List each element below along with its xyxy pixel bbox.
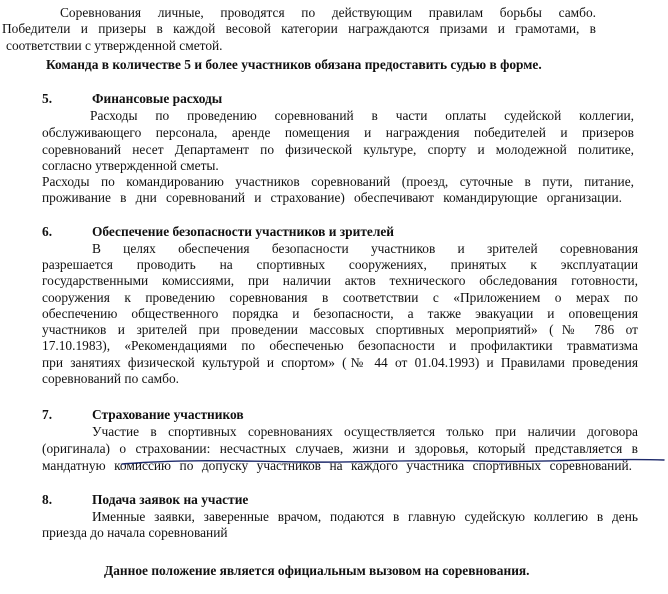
section-5-line-4: согласно утвержденной сметы.: [42, 158, 219, 173]
intro-line-3: соответствии с утвержденной сметой.: [6, 38, 223, 53]
section-5-line-5: Расходы по командированию участников соревнований (проезд, суточные в пути, питание,: [42, 174, 634, 189]
section-7-line-1: Участие в спортивных соревнованиях осуществляется только при наличии договора: [92, 424, 638, 439]
section-5-number: 5.: [42, 91, 53, 106]
section-6-line-6: участников и зрителей при проведении массовых спортивных мероприятий» (№ 786 от: [42, 322, 638, 337]
section-5-title: Финансовые расходы: [92, 91, 223, 106]
closing-statement: Данное положение является официальным вызовом на соревнования.: [104, 563, 530, 578]
section-7-line-3: мандатную комиссию по допуску участников на каждого участника спортивных соревнований.: [42, 458, 632, 473]
section-7-number: 7.: [42, 407, 53, 422]
section-5-line-1: Расходы по проведению соревнований в части оплаты судейской коллегии,: [90, 108, 634, 123]
section-7-title: Страхование участников: [92, 407, 244, 422]
intro-line-2: Победители и призеры в каждой весовой категории награждаются призами и грамотами, в: [2, 21, 596, 36]
section-6-line-5: обеспечению общественного порядка и безопасности, а также эвакуации и оповещения: [42, 306, 638, 321]
section-5-line-6: проживание в дни соревнований и страхование) обеспечивают командирующие организации.: [42, 190, 622, 205]
section-6-title: Обеспечение безопасности участников и зрителей: [92, 224, 395, 239]
section-6-line-7: 17.10.1983), «Рекомендациями по обеспеченью безопасности и профилактики травматизма: [42, 338, 638, 353]
section-8-number: 8.: [42, 492, 53, 507]
section-6-line-9: соревнований по самбо.: [42, 371, 179, 386]
section-8-line-2: приезда до начала соревнований: [42, 525, 228, 540]
intro-line-1: Соревнования личные, проводятся по действующим правилам борьбы самбо.: [60, 5, 596, 20]
section-5-line-3: соревнований несет Департамент по физической культуре, спорту и молодежной политике,: [42, 142, 634, 157]
section-8-title: Подача заявок на участие: [92, 492, 249, 507]
section-5-line-2: обслуживающего персонала, аренде помещения и награждения победителей и призеров: [42, 125, 634, 140]
section-8-line-1: Именные заявки, заверенные врачом, подаются в главную судейскую коллегию в день: [92, 509, 638, 524]
section-6-line-2: разрешается проводить на спортивных сооружениях, принятых к эксплуатации: [42, 257, 638, 272]
section-7-line-2: (оригинала) о страховании: несчастных случаев, жизни и здоровья, который представляется в: [42, 441, 638, 456]
section-6-line-8: при занятиях физической культурой и спортом» (№ 44 от 01.04.1993) и Правилами проведения: [42, 355, 638, 370]
section-6-line-4: сооружения к проведению соревнования в соответствии с «Приложением о мерах по: [42, 290, 638, 305]
section-6-number: 6.: [42, 224, 53, 239]
section-6-line-3: государственными комиссиями, при наличии актов технического обследования готовности,: [42, 273, 638, 288]
intro-team-judge-note: Команда в количестве 5 и более участников обязана предоставить судью в форме.: [46, 57, 542, 72]
section-6-line-1: В целях обеспечения безопасности участников и зрителей соревнования: [92, 241, 638, 256]
